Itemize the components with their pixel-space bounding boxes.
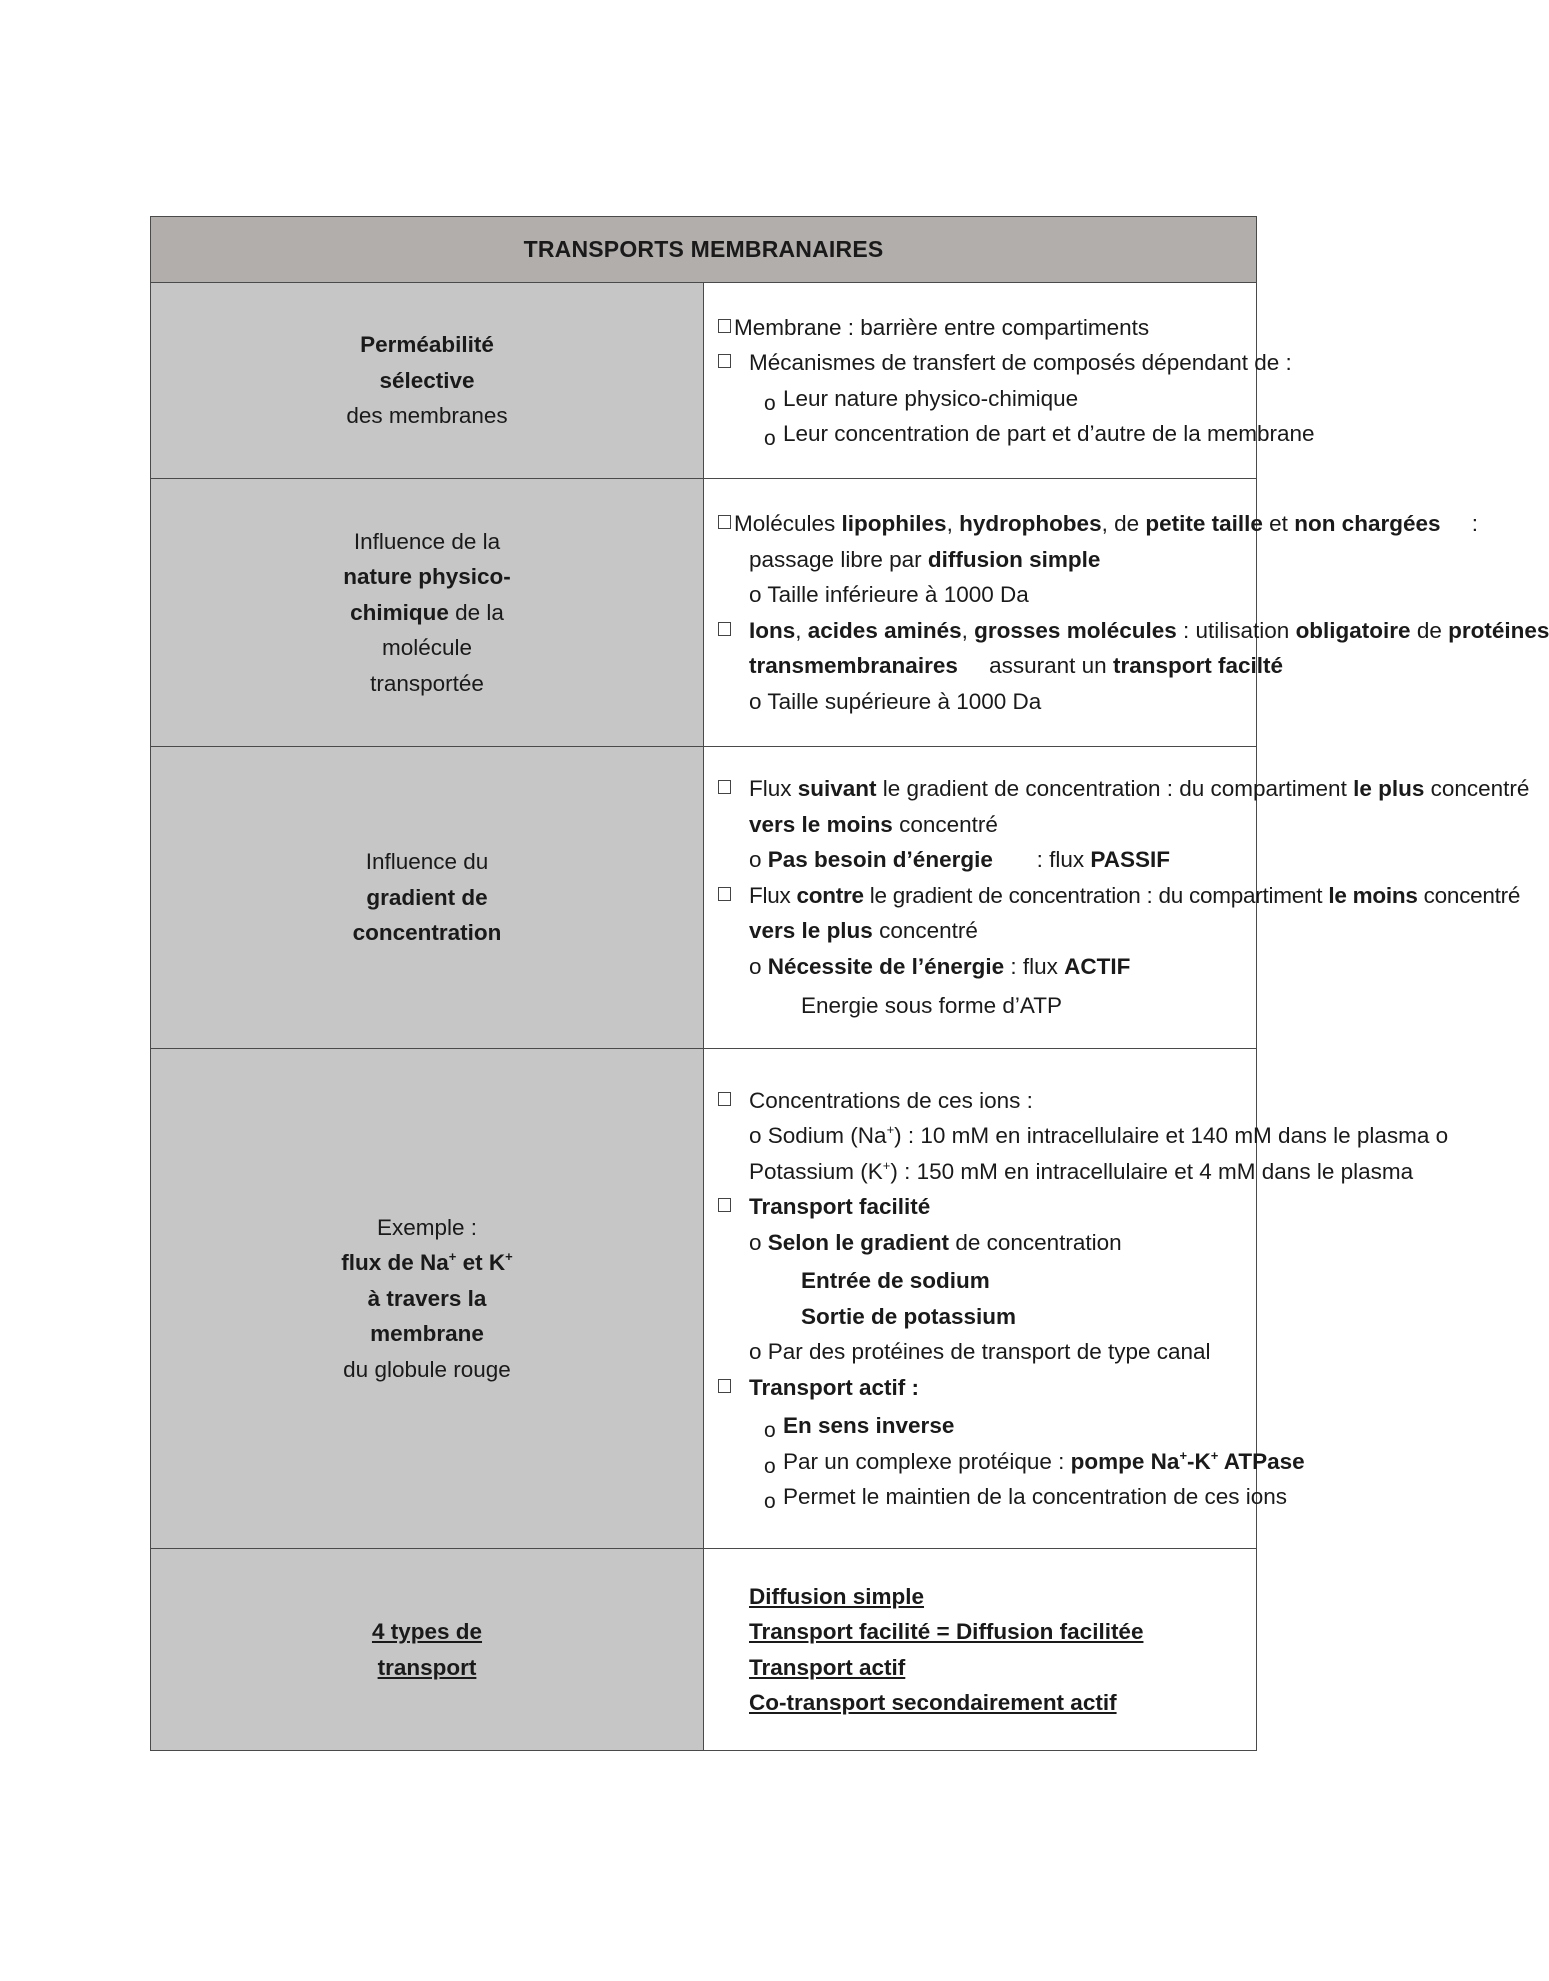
- header-line: du globule rouge: [343, 1356, 511, 1382]
- row-body-permeabilite: [704, 283, 1315, 479]
- row-header-gradient: [151, 747, 704, 1049]
- header-line: sélective: [379, 367, 475, 393]
- header-line: transportée: [370, 670, 484, 696]
- header-line: molécule: [381, 635, 473, 661]
- header-line: des membranes: [346, 403, 508, 429]
- circle-bullet-icon: o: [764, 427, 776, 450]
- header-line: transport: [377, 1654, 477, 1680]
- list-item: Ions, acides aminés, grosses molécules : utilisation obligatoire de protéines: [717, 613, 1256, 649]
- header-line: concentration: [352, 920, 502, 946]
- list-item: Concentrations de ces ions :: [717, 1083, 1256, 1119]
- list-item: o Taille supérieure à 1000 Da: [749, 688, 1042, 714]
- circle-bullet-icon: o: [764, 1454, 776, 1478]
- checkbox-bullet-icon: [718, 622, 731, 636]
- list-item: Entrée de sodium: [801, 1268, 990, 1293]
- list-item: o Permet le maintien de la concentration de ces ions: [717, 1479, 1256, 1515]
- table-row-exemple: [151, 1049, 1257, 1549]
- table-title: TRANSPORTS MEMBRANAIRES: [151, 217, 1257, 283]
- header-line: nature physico-: [343, 564, 511, 590]
- checkbox-bullet-icon: [718, 515, 731, 529]
- checkbox-bullet-icon: [718, 319, 731, 333]
- superscript: +: [505, 1249, 513, 1265]
- row-body-types: [704, 1549, 1257, 1751]
- title-row: [151, 217, 1257, 283]
- checkbox-bullet-icon: [718, 780, 731, 794]
- list-item: Molécules lipophiles, hydrophobes, de petite taille et non chargées :: [717, 506, 1256, 542]
- header-line: à travers la: [367, 1285, 487, 1311]
- header-line: 4 types de: [371, 1619, 483, 1644]
- header-line: gradient de: [366, 884, 488, 910]
- list-item: o Taille inférieure à 1000 Da: [749, 582, 1029, 607]
- transport-type-item: Co-transport secondairement actif: [749, 1690, 1117, 1715]
- checkbox-bullet-icon: [718, 1379, 731, 1393]
- row-header-types: [151, 1549, 704, 1751]
- transport-table: [150, 216, 1549, 1751]
- table-row-types: [151, 1549, 1257, 1751]
- checkbox-bullet-icon: [718, 1092, 731, 1106]
- list-item: o Leur nature physico-chimique: [717, 381, 1256, 417]
- transport-type-item: Diffusion simple: [749, 1583, 925, 1609]
- table-row-permeabilite: [151, 283, 1257, 479]
- list-item: vers le plus concentré: [749, 918, 978, 944]
- list-item: o En sens inverse: [717, 1408, 1256, 1444]
- circle-bullet-icon: o: [764, 1419, 776, 1442]
- row-header-permeabilite: [151, 283, 704, 479]
- list-item: Transport facilité: [717, 1189, 1256, 1225]
- list-item: o Sodium (Na+) : 10 mM en intracellulaire et 140 mM dans le plasma o: [749, 1122, 1449, 1148]
- transport-type-item: Transport actif: [749, 1654, 906, 1680]
- list-item: o Selon le gradient de concentration: [749, 1229, 1122, 1255]
- checkbox-bullet-icon: [718, 887, 731, 901]
- row-header-exemple: [151, 1049, 704, 1549]
- transport-type-item: Transport facilité = Diffusion facilitée: [749, 1619, 1144, 1644]
- header-line: chimique: [350, 599, 449, 625]
- checkbox-bullet-icon: [718, 1198, 731, 1212]
- list-item: Flux contre le gradient de concentration : du compartiment le moins concentré: [717, 878, 1256, 914]
- list-item: Membrane : barrière entre compartiments: [717, 310, 1256, 346]
- list-item: o Nécessite de l’énergie : flux ACTIF: [749, 953, 1131, 979]
- list-item: Mécanismes de transfert de composés dépendant de :: [717, 345, 1256, 381]
- row-body-gradient: [704, 747, 1530, 1049]
- row-body-exemple: [704, 1049, 1449, 1549]
- list-item: o Pas besoin d’énergie : flux PASSIF: [749, 847, 1170, 873]
- list-item: Sortie de potassium: [801, 1303, 1017, 1329]
- list-item: passage libre par diffusion simple: [749, 546, 1101, 572]
- list-item: o Leur concentration de part et d’autre de la membrane: [717, 416, 1256, 452]
- header-line: Perméabilité: [360, 332, 494, 358]
- circle-bullet-icon: o: [764, 1490, 776, 1513]
- checkbox-bullet-icon: [718, 354, 731, 368]
- header-line: de la: [448, 599, 504, 625]
- superscript: +: [448, 1249, 457, 1265]
- list-item: o Par des protéines de transport de type canal: [749, 1339, 1211, 1364]
- table-row-nature: [151, 479, 1257, 747]
- header-line: membrane: [370, 1321, 484, 1347]
- list-item: Transport actif :: [717, 1370, 1256, 1406]
- header-line: et K: [456, 1250, 506, 1276]
- circle-bullet-icon: o: [764, 391, 776, 415]
- list-item: transmembranaires assurant un transport facilté: [749, 653, 1283, 678]
- header-line: Influence du: [365, 849, 489, 875]
- header-line: Exemple :: [376, 1214, 478, 1240]
- row-body-nature: [704, 479, 1549, 747]
- row-header-nature: [151, 479, 704, 747]
- list-item: vers le moins concentré: [749, 811, 998, 837]
- header-line: flux de Na: [341, 1250, 449, 1276]
- table-row-gradient: [151, 747, 1257, 1049]
- list-item: Energie sous forme d’ATP: [801, 993, 1062, 1019]
- list-item: Flux suivant le gradient de concentration : du compartiment le plus concentré: [717, 771, 1256, 807]
- header-line: Influence de la: [353, 528, 501, 554]
- list-item: Potassium (K+) : 150 mM en intracellulaire et 4 mM dans le plasma: [749, 1157, 1414, 1184]
- list-item: o Par un complexe protéique : pompe Na+-K+ ATPase: [717, 1444, 1256, 1480]
